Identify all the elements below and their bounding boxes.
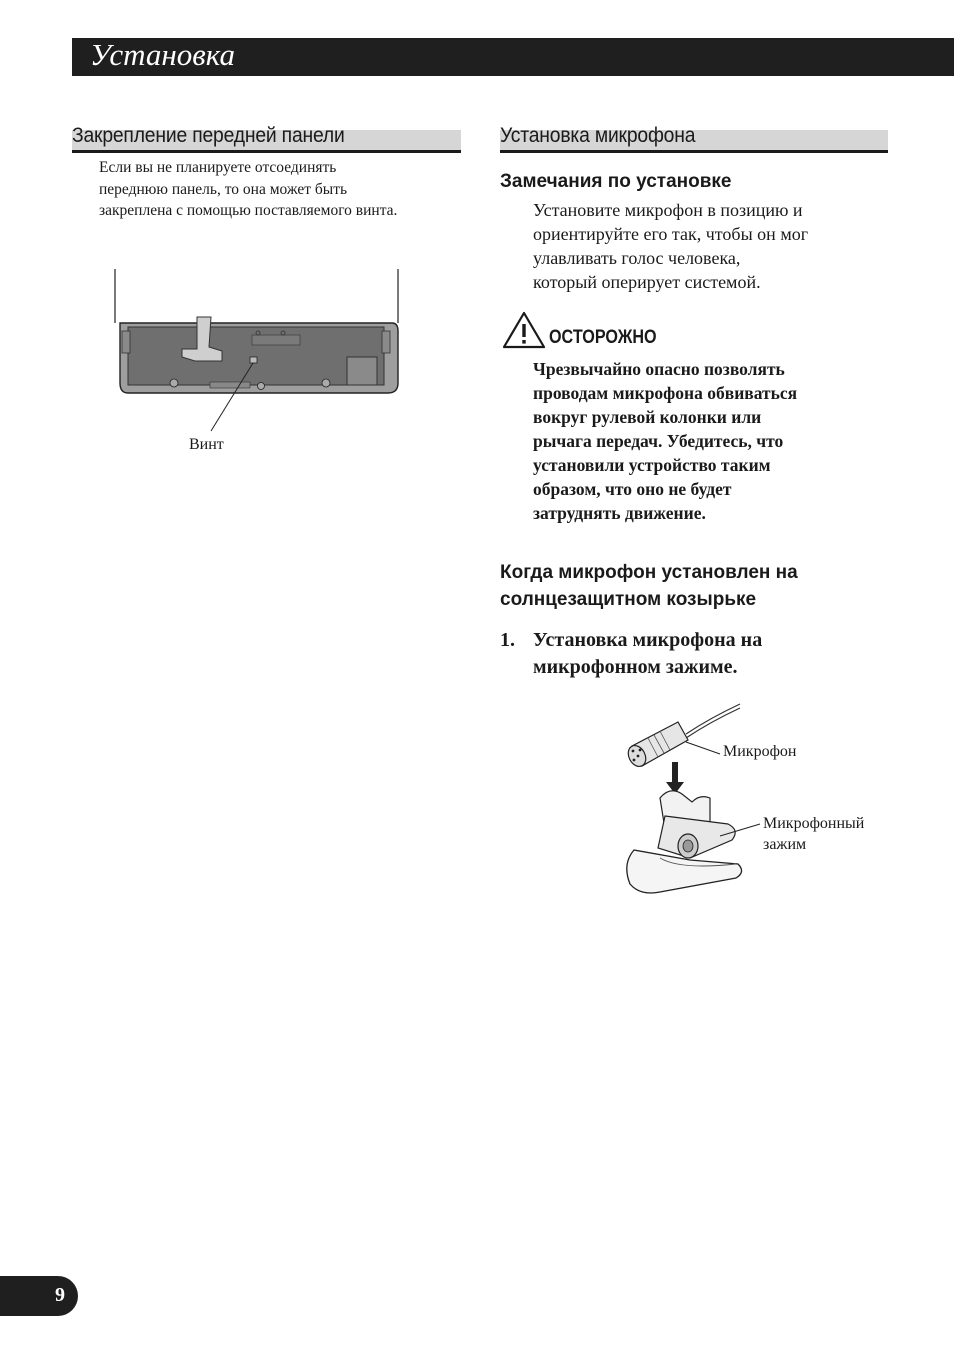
visor-heading: Когда микрофон установлен на солнцезащитном козырьке	[500, 562, 798, 610]
front-panel-paragraph: Если вы не планируете отсоединять переднюю панель, то она может быть закреплена с помощью поставляемого винта.	[99, 159, 398, 219]
section-heading-microphone: Установка микрофона	[500, 130, 888, 153]
page-title: Установка	[90, 37, 235, 72]
caution-title: ОСТОРОЖНО	[549, 327, 657, 348]
caution-text: Чрезвычайно опасно позволять проводам микрофона обвиваться вокруг рулевой колонки или рычага передач. Убедитесь, что установили устройство таким образом, что оно не будет затруднять движение.	[533, 359, 798, 523]
screw-label: Винт	[189, 436, 224, 453]
section-heading-front-panel: Закрепление передней панели	[72, 130, 461, 153]
step-text: Установка микрофона на микрофонном зажиме.	[533, 629, 763, 678]
page-number-tab	[0, 1276, 78, 1316]
installation-notes-text: Установите микрофон в позицию и ориентируйте его так, чтобы он мог улавливать голос человека, который оперирует системой.	[533, 200, 809, 292]
microphone-label: Микрофон	[723, 743, 797, 760]
clip-label: Микрофонный зажим	[763, 815, 865, 853]
front-panel-figure	[110, 265, 410, 445]
step-number: 1.	[500, 629, 515, 651]
page-number: 9	[55, 1284, 65, 1306]
header-banner	[72, 38, 954, 76]
warning-icon	[502, 310, 548, 350]
installation-notes-heading: Замечания по установке	[500, 171, 732, 192]
microphone-clip-figure	[620, 698, 760, 918]
